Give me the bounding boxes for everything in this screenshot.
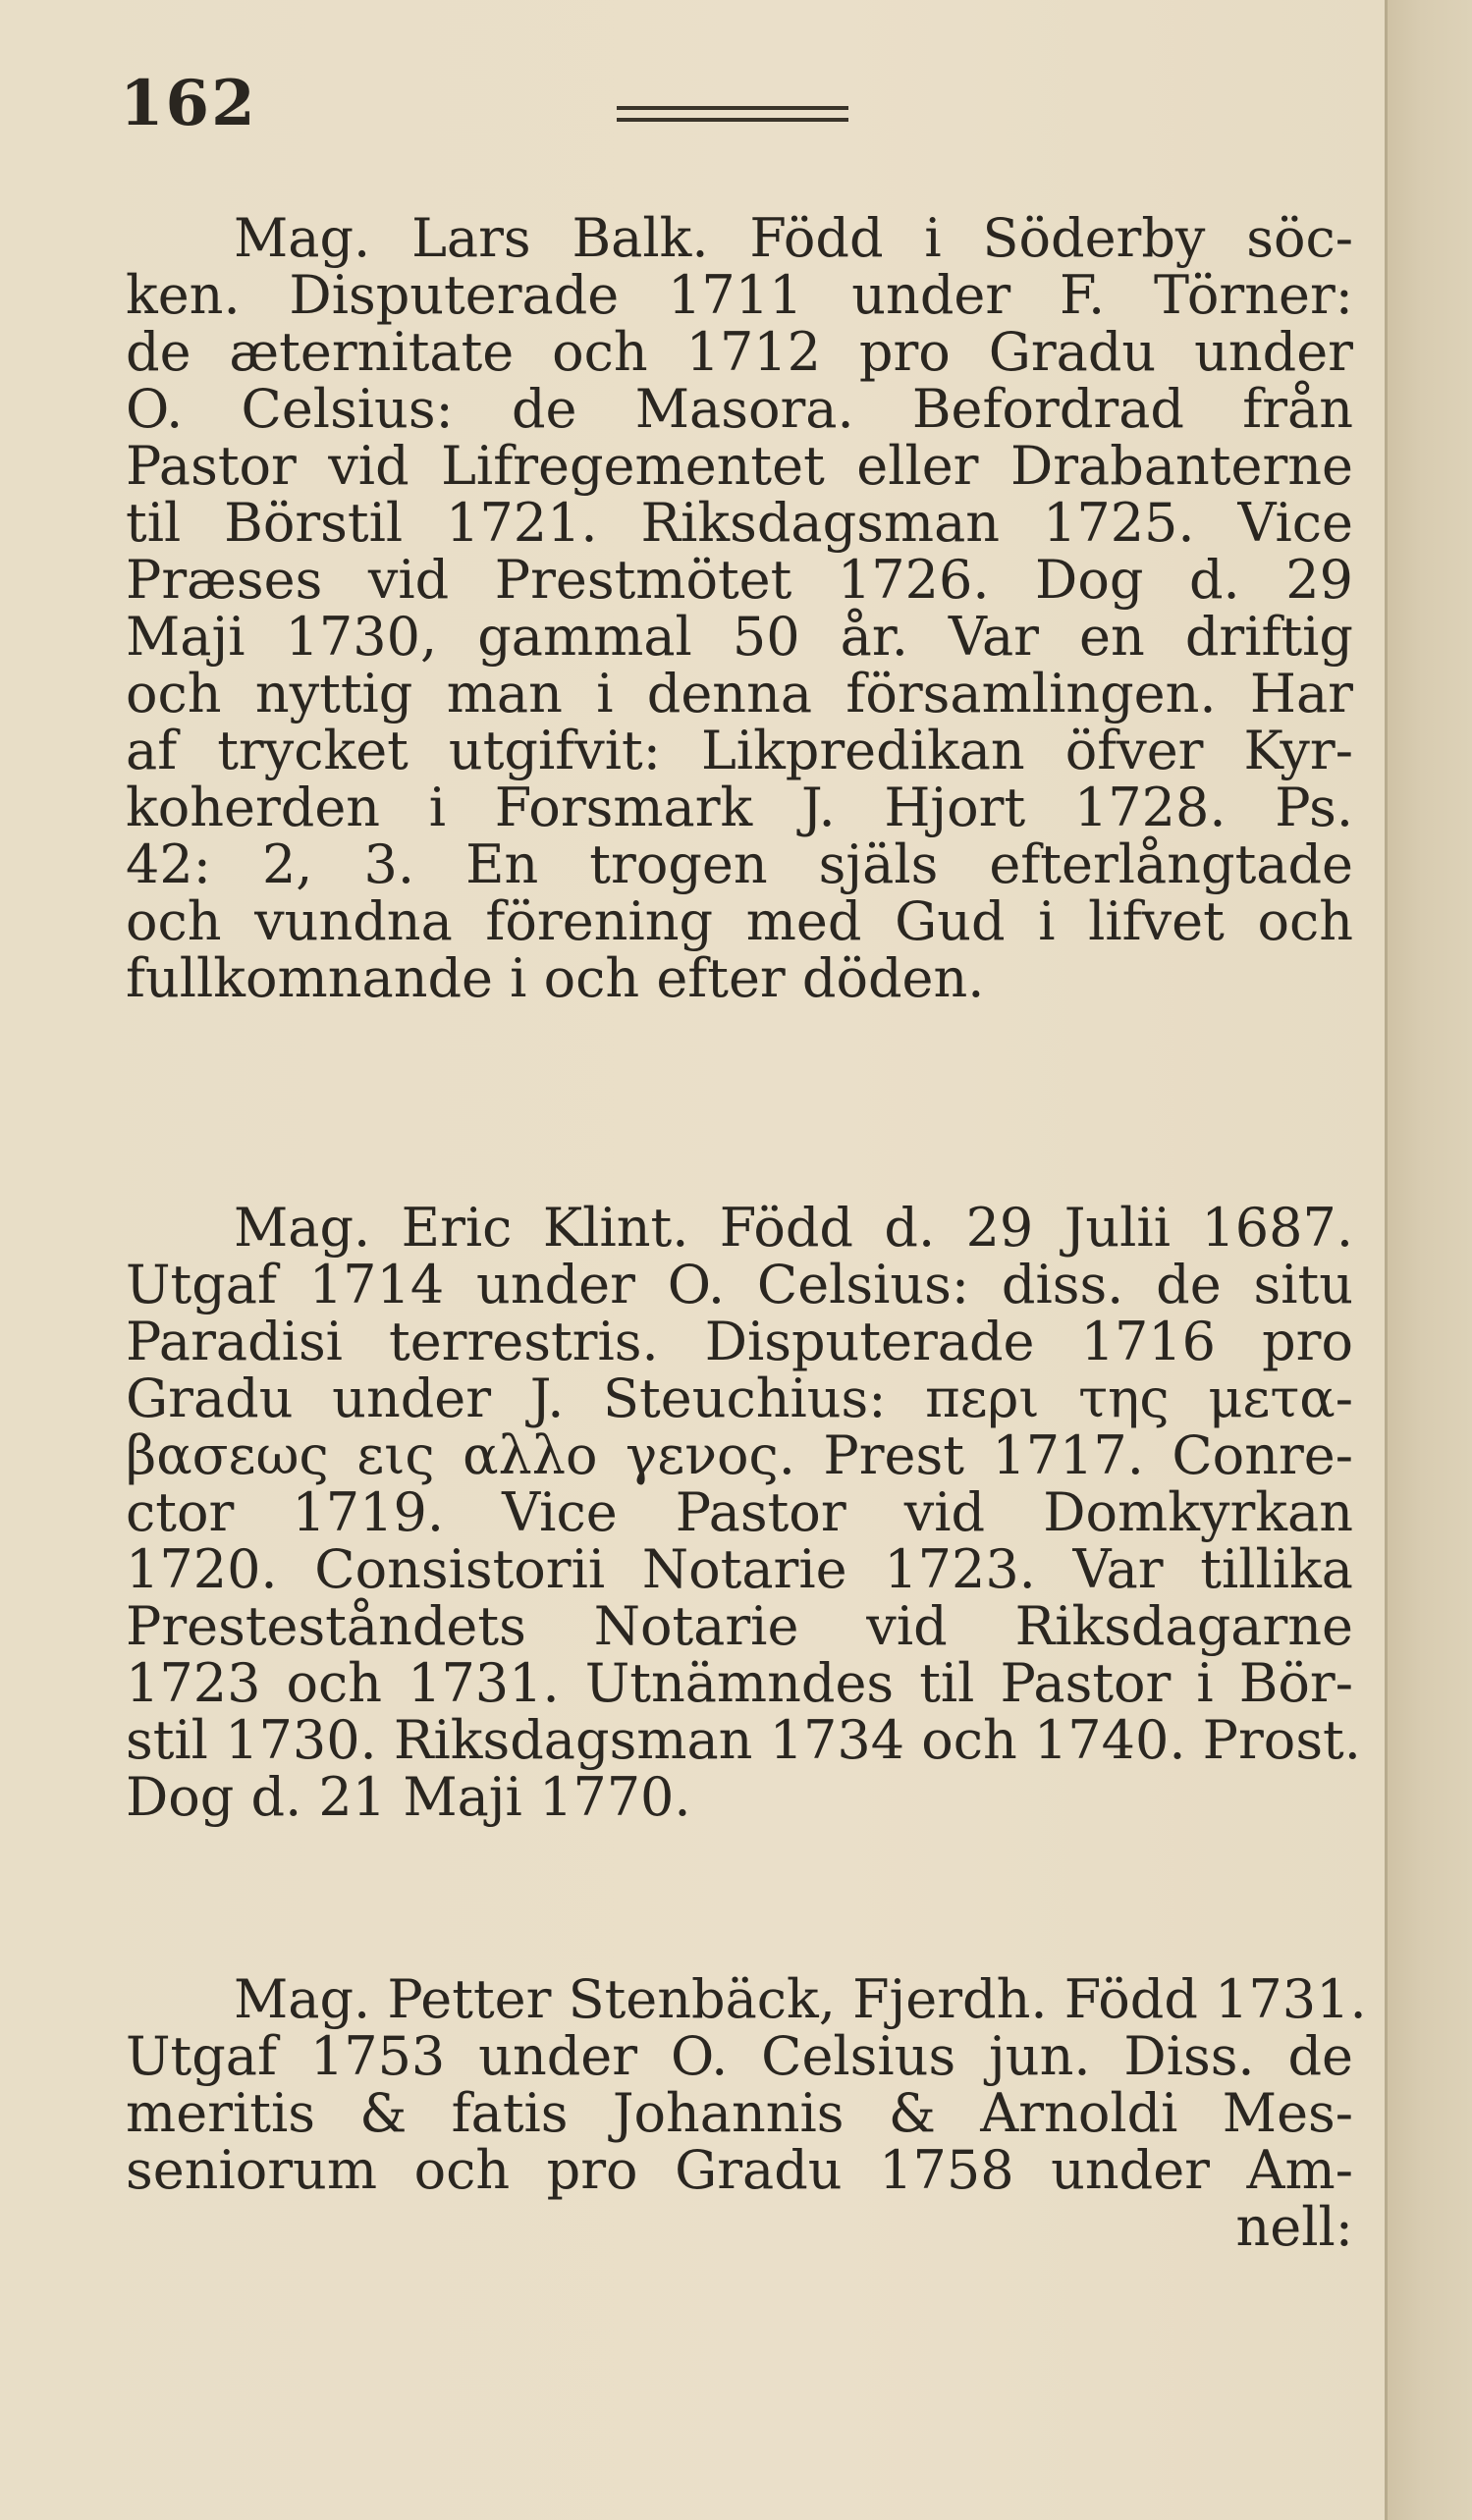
text-line: Dog d. 21 Maji 1770. bbox=[126, 1766, 691, 1828]
text-line: Mag. Eric Klint. Född d. 29 Julii 1687. bbox=[234, 1197, 1353, 1259]
entry-eric-klint bbox=[126, 1197, 1361, 1828]
text-line: βασεως εις αλλο γενος. Prest 1717. Conre- bbox=[126, 1424, 1353, 1486]
text-line: stil 1730. Riksdagsman 1734 och 1740. Prost. bbox=[126, 1709, 1361, 1771]
text-line: seniorum och pro Gradu 1758 under Am- bbox=[126, 2139, 1353, 2201]
text-line: Præses vid Prestmötet 1726. Dog d. 29 bbox=[126, 549, 1353, 611]
text-line: fullkomnande i och efter döden. bbox=[126, 947, 985, 1009]
text-line: til Börstil 1721. Riksdagsman 1725. Vice bbox=[126, 492, 1353, 554]
text-line: och nyttig man i denna församlingen. Har bbox=[126, 663, 1353, 724]
entry-lars-balk bbox=[126, 207, 1353, 1009]
entry-petter-stenback bbox=[126, 1968, 1367, 2258]
page-edge bbox=[1385, 0, 1472, 2520]
text-line: Paradisi terrestris. Disputerade 1716 pro bbox=[126, 1311, 1353, 1372]
page-number: 162 bbox=[120, 67, 257, 140]
text-line: Maji 1730, gammal 50 år. Var en driftig bbox=[126, 606, 1353, 668]
text-line: Mag. Petter Stenbäck, Fjerdh. Född 1731. bbox=[234, 1968, 1367, 2030]
text-line: de æternitate och 1712 pro Gradu under bbox=[126, 321, 1353, 383]
header-rule bbox=[617, 106, 848, 122]
text-line: 1720. Consistorii Notarie 1723. Var tillika bbox=[126, 1538, 1353, 1600]
text-line: Mag. Lars Balk. Född i Söderby söc- bbox=[234, 207, 1353, 269]
text-line: Presteståndets Notarie vid Riksdagarne bbox=[126, 1595, 1353, 1657]
text-line: meritis & fatis Johannis & Arnoldi Mes- bbox=[126, 2082, 1353, 2144]
text-line: ken. Disputerade 1711 under F. Törner: bbox=[126, 264, 1353, 326]
text-line: 1723 och 1731. Utnämndes til Pastor i Bör- bbox=[126, 1652, 1353, 1714]
text-line: Utgaf 1753 under O. Celsius jun. Diss. de bbox=[126, 2025, 1353, 2087]
text-line: och vundna förening med Gud i lifvet och bbox=[126, 890, 1353, 952]
text-line: Utgaf 1714 under O. Celsius: diss. de situ bbox=[126, 1254, 1353, 1315]
text-line: koherden i Forsmark J. Hjort 1728. Ps. bbox=[126, 777, 1353, 838]
text-line: af trycket utgifvit: Likpredikan öfver Kyr- bbox=[126, 720, 1353, 781]
text-line: nell: bbox=[1235, 2196, 1353, 2258]
text-line: 42: 2, 3. En trogen själs efterlångtade bbox=[126, 833, 1353, 895]
text-line: Gradu under J. Steuchius: περι της μετα- bbox=[126, 1367, 1353, 1429]
text-line: ctor 1719. Vice Pastor vid Domkyrkan bbox=[126, 1481, 1353, 1543]
text-line: O. Celsius: de Masora. Befordrad från bbox=[126, 378, 1353, 440]
text-line: Pastor vid Lifregementet eller Drabanterne bbox=[126, 435, 1353, 497]
